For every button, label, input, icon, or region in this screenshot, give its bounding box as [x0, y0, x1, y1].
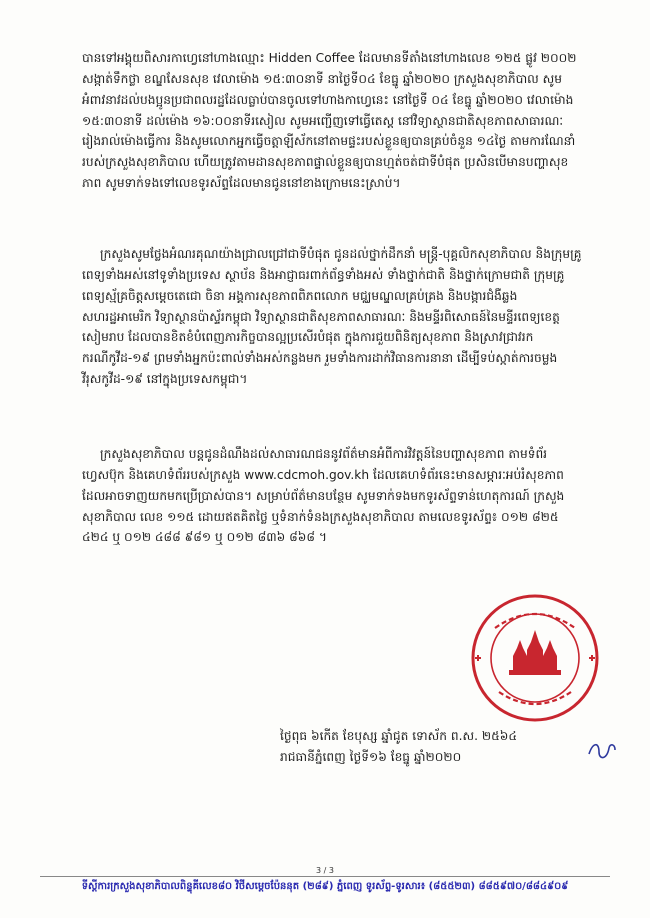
paragraph-1 — [82, 36, 582, 206]
stamp-lettering — [465, 588, 605, 728]
solar-date: រាជធានីភ្នំពេញ ថ្ងៃទី១៦ ខែធ្នូ ឆ្នាំ២០២០ — [280, 750, 462, 764]
date-block — [280, 726, 580, 768]
page-number: 3 / 3 — [316, 866, 334, 875]
footer-divider — [40, 876, 610, 877]
paragraph-2-text: ក្រសួងសូមថ្លែងអំណរគុណយ៉ាងជ្រាលជ្រៅជាទីបំផុត ជូនដល់ថ្នាក់ដឹកនាំ មន្ត្រី-បុគ្គលិកសុខាភិបាល និងក្រុមគ្រូពេទ្យទាំងអស់នៅទូទាំងប្រទេស ស្ថាប័ន និងអាជ្ញាធរពាក់ព័ន្ធទាំងអស់ ទាំងថ្នាក់ជាតិ និងថ្នាក់ក្រោមជាតិ ក្រុមគ្រូពេទ្យស្ម័គ្រចិត្តសម្ដេចតេជោ ចិនា អង្គការសុខភាពពិភពលោក មជ្ឈមណ្ឌលគ្រប់គ្រង និងបង្ការជំងឺឆ្លងសហរដ្ឋអាមេរិក វិទ្យាស្ថានប៉ាស្ទ័រកម្ពុជា វិទ្យាស្ថានជាតិសុខភាពសាធារណៈ និងមន្ទីរពិសោធន៍នៃមន្ទីរពេទ្យខេត្តសៀមរាប ដែលបានខិតខំបំពេញភារកិច្ចបានល្អប្រសើរបំផុត ក្នុងការជួយពិនិត្យសុខភាព និងស្រាវជ្រាវរកករណីកូវីដ-១៩ ព្រមទាំងអ្នកប៉ះពាល់ទាំងអស់កន្លងមក រួមទាំងការដាក់វិធានការនានា ដើម្បីទប់ស្កាត់ការចម្លងវីរុសកូវីដ-១៩ នៅក្នុងប្រទេសកម្ពុជា។ — [82, 247, 582, 386]
footer-address: ទីស្ដីការក្រសួងសុខាភិបាលពិន្ទុគីលេខ៨០ វិថីសម្ដេចប៉ែននុត (២៨៩) ភ្នំពេញ ទូរស័ព្ទ-ទូរសារ៖ (៨៥៥២៣) ៨៨៥៩៧០/៨៨៤៩០៩ — [81, 881, 569, 892]
paragraph-3-text: ក្រសួងសុខាភិបាល បន្តជូនដំណឹងដល់សាធារណជននូវព័ត៌មានអំពីការវិវត្តន៍នៃបញ្ហាសុខភាព តាមទំព័រហ្វេសប៊ុក និងគេហទំព័ររបស់ក្រសួង www.cdcmoh.gov.kh ដែលគេហទំព័រនេះមានសម្ភារៈអប់រំសុខភាពដែលអាចទាញយកមកប្រើប្រាស់បាន។ សម្រាប់ព័ត៌មានបន្ថែម សូមទាក់ទងមកទូរស័ព្ទទាន់ហេតុការណ៍ ក្រសួងសុខាភិបាល លេខ ១១៥ ដោយឥតគិតថ្លៃ ឬទំនាក់ទំនងក្រសួងសុខាភិបាល តាមលេខទូរស័ព្ទ៖ ០១២ ៨២៥ ៤២៤ ឬ ០១២ ៤៨៨ ៩៨១ ឬ ០១២ ៨៣៦ ៨៦៨ ។ — [82, 447, 565, 545]
signature — [585, 738, 619, 764]
paragraph-3 — [82, 432, 582, 560]
paragraph-2 — [82, 232, 582, 402]
lunar-date: ថ្ងៃពុធ ៦កើត ខែបុស្ស ឆ្នាំជូត ទោស័ក ព.ស. ២៥៦៤ — [280, 729, 517, 743]
paragraph-1-text: បានទៅអង្គុយពិសារកាហ្វេនៅហាងឈ្មោះ Hidden Coffee ដែលមានទីតាំងនៅហាងលេខ ១២៥ ផ្លូវ ២០០២ សង្កាត់ទឹកថ្លា ខណ្ឌសែនសុខ វេលាម៉ោង ១៥:៣០នាទី នាថ្ងៃទី០៤ ខែធ្នូ ឆ្នាំ២០២០ ក្រសួងសុខាភិបាល សូមអំពាវនាវដល់បងប្អូនប្រជាពលរដ្ឋដែលធ្លាប់បានចូលទៅហាងកាហ្វេនេះ នៅថ្ងៃទី ០៤ ខែធ្នូ ឆ្នាំ២០២០ វេលាម៉ោង ១៥:៣០នាទី ដល់ម៉ោង ១៦:០០នាទីរសៀល សូមអញ្ជើញទៅធ្វើតេស្ត នៅវិទ្យាស្ថានជាតិសុខភាពសាធារណៈ រៀងរាល់ម៉ោងធ្វើការ និងសូមលោកអ្នកធ្វើចត្តាឡីស័កនៅតាមផ្ទះរបស់ខ្លួនឲ្យបានគ្រប់ចំនួន ១៤ថ្ងៃ តាមការណែនាំរបស់ក្រសួងសុខាភិបាល ហើយត្រូវតាមដានសុខភាពផ្ទាល់ខ្លួនឲ្យបានហ្មត់ចត់ជាទីបំផុត ប្រសិនបើមានបញ្ហាសុខភាព សូមទាក់ទងទៅលេខទូរស័ព្ទដែលមានជូននៅខាងក្រោមនេះស្រាប់។ — [82, 51, 577, 190]
